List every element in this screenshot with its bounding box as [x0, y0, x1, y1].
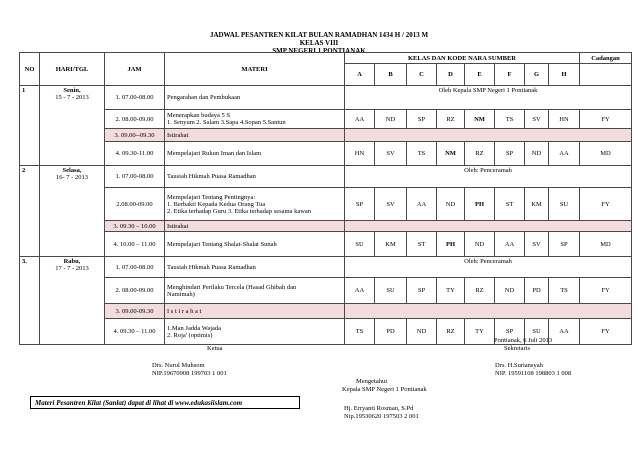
day-number: 3. — [20, 257, 40, 345]
speaker-code: RZ — [437, 319, 465, 345]
session-materi — [165, 110, 345, 129]
speaker-code: TS — [345, 319, 375, 345]
speaker-code: PD — [525, 278, 549, 304]
document-title: JADWAL PESANTREN KILAT BULAN RAMADHAN 1434 H / 2013 M — [209, 31, 429, 39]
place-date: Pontianak, 6 Juli 2013 — [494, 337, 553, 344]
day-date: 15 - 7 - 2013 — [55, 94, 89, 101]
speaker-code: TY — [465, 319, 495, 345]
speaker-code: NM — [437, 142, 465, 166]
sekretaris-name: Drs. H.Suriansyah — [495, 362, 543, 369]
cadangan-code: FY — [580, 278, 632, 304]
materi-line: Mempelajari Rukun Iman dan Islam — [167, 150, 262, 157]
sekretaris-label: Sekretaris — [504, 345, 530, 352]
speaker-code: SP — [549, 232, 580, 257]
materi-line: Istirahat — [167, 222, 189, 230]
speaker-code: RZ — [437, 110, 465, 129]
header-jam: JAM — [105, 53, 165, 86]
speaker-code: ST — [495, 188, 525, 221]
session-time: 1. 07.00-08.00 — [105, 86, 165, 110]
day-date-cell — [40, 257, 105, 345]
mengetahui-label: Mengetahui — [356, 378, 388, 385]
sekretaris-nip: NIP. 19591108 198803 1 008 — [495, 370, 572, 377]
header-kelas: KELAS DAN KODE NARA SUMBER — [345, 53, 580, 64]
materi-line: 2. Etika terhadap Guru 3. Etika terhadap sesama kawan — [167, 207, 312, 215]
speaker-code: PH — [437, 232, 465, 257]
header-col-h: H — [549, 64, 580, 86]
day-date: 17 - 7 - 2013 — [55, 265, 89, 272]
speaker-code: PD — [375, 319, 407, 345]
speaker-code: TY — [437, 278, 465, 304]
speaker-code: SV — [375, 142, 407, 166]
speaker-code: AA — [345, 278, 375, 304]
session-time: 2.08.00-09.00 — [105, 188, 165, 221]
speaker-code: AA — [495, 232, 525, 257]
break-fill — [345, 221, 632, 232]
kepsek-nip: Nip.19530620 197503 2 001 — [344, 413, 419, 420]
website-note[interactable]: Materi Pesantren Kilat (Sanlat) dapat di lihat di www.edukasiislam.com — [30, 396, 300, 409]
speaker-code: TS — [549, 278, 580, 304]
session-time: 3. 09.00--09.30 — [105, 129, 165, 142]
materi-line: Mempelajari Tentang Pentingnya: — [167, 193, 256, 201]
speaker-code: ND — [465, 232, 495, 257]
speaker-code: SP — [407, 278, 437, 304]
session-note: Oleh: Penceramah — [345, 166, 632, 188]
session-note: Oleh Kepala SMP Negeri 1 Pontianak — [345, 86, 632, 110]
cadangan-code: FY — [580, 110, 632, 129]
speaker-code: ND — [407, 319, 437, 345]
materi-line: I s t i r a h a t — [167, 307, 202, 315]
speaker-code: ND — [525, 142, 549, 166]
speaker-code: ST — [407, 232, 437, 257]
speaker-code: AA — [407, 188, 437, 221]
table-row — [20, 86, 632, 110]
speaker-code: AA — [345, 110, 375, 129]
session-materi — [165, 304, 345, 319]
table-row — [20, 278, 632, 304]
speaker-code: TS — [407, 142, 437, 166]
speaker-code: KM — [525, 188, 549, 221]
speaker-code: SP — [495, 142, 525, 166]
speaker-code: SU — [345, 232, 375, 257]
cadangan-code: FY — [580, 319, 632, 345]
session-time: 2. 08.00-09.00 — [105, 278, 165, 304]
break-fill — [345, 129, 632, 142]
header-col-c: C — [407, 64, 437, 86]
speaker-code: SV — [525, 110, 549, 129]
session-materi — [165, 86, 345, 110]
session-materi — [165, 166, 345, 188]
speaker-code: SP — [407, 110, 437, 129]
ketua-label: Ketua — [207, 345, 223, 352]
session-materi — [165, 319, 345, 345]
table-row — [20, 142, 632, 166]
kepsek-label: Kepala SMP Negeri 1 Pontianak — [342, 386, 427, 393]
header-col-a: A — [345, 64, 375, 86]
speaker-code: ND — [495, 278, 525, 304]
session-time: 1. 07.00-08.00 — [105, 257, 165, 278]
schedule-table — [19, 52, 632, 345]
speaker-code: HN — [345, 142, 375, 166]
materi-line: Istirahat — [167, 131, 189, 139]
session-materi — [165, 142, 345, 166]
speaker-code: RZ — [465, 142, 495, 166]
materi-line: 1.Man Jadda Wajada — [167, 324, 222, 332]
table-row — [20, 232, 632, 257]
materi-line: Pengarahan dan Pembukaan — [167, 94, 241, 101]
header-col-g: G — [525, 64, 549, 86]
session-materi — [165, 278, 345, 304]
day-date-cell — [40, 86, 105, 166]
session-note: Oleh: Penceramah — [345, 257, 632, 278]
class-title: KELAS VIII — [299, 39, 339, 47]
cadangan-code: MD — [580, 142, 632, 166]
day-date-cell — [40, 166, 105, 257]
materi-line: 1. Berbakti Kepada Kedua Orang Tua — [167, 200, 266, 208]
speaker-code: RZ — [465, 278, 495, 304]
header-col-f: F — [495, 64, 525, 86]
table-row — [20, 257, 632, 278]
materi-line: 1. Senyum 2. Salam 3.Sapa 4.Sopan 5.Santun — [167, 119, 286, 126]
header-no: NO — [20, 53, 40, 86]
speaker-code: HN — [549, 110, 580, 129]
speaker-code: SV — [375, 188, 407, 221]
materi-line: Menghindari Perilaku Tercela (Hasad Ghibah dan — [167, 283, 297, 291]
materi-line: Tausiah Hikmah Puasa Ramadhan — [167, 263, 256, 271]
speaker-code: KM — [375, 232, 407, 257]
header-col-e: E — [465, 64, 495, 86]
speaker-code: SV — [525, 232, 549, 257]
header-col-d: D — [437, 64, 465, 86]
materi-line: 2. Roja' (optimis) — [167, 331, 213, 339]
day-name: Rabu, — [63, 258, 81, 265]
day-name: Senin, — [63, 87, 81, 94]
header-col-b: B — [375, 64, 407, 86]
speaker-code: PH — [465, 188, 495, 221]
table-row — [20, 129, 632, 142]
session-materi — [165, 257, 345, 278]
day-date: 16- 7 - 2013 — [56, 174, 88, 181]
table-row — [20, 188, 632, 221]
day-number: 1 — [20, 86, 40, 166]
speaker-code: ND — [375, 110, 407, 129]
session-time: 3. 09.00-09.30 — [105, 304, 165, 319]
table-row — [20, 221, 632, 232]
header-hari: HARI/TGL — [40, 53, 105, 86]
speaker-code: SU — [525, 319, 549, 345]
speaker-code: AA — [549, 142, 580, 166]
session-time: 2. 08.00-09.00 — [105, 110, 165, 129]
session-time: 4. 10.00 – 11.00 — [105, 232, 165, 257]
session-materi — [165, 232, 345, 257]
session-time: 4. 09.30-11.00 — [105, 142, 165, 166]
table-row — [20, 110, 632, 129]
speaker-code: SP — [495, 319, 525, 345]
cadangan-code: MD — [580, 232, 632, 257]
session-materi — [165, 188, 345, 221]
speaker-code: AA — [549, 319, 580, 345]
table-row — [20, 166, 632, 188]
day-number: 2 — [20, 166, 40, 257]
materi-line: Menerapkan budaya 5 S — [167, 112, 230, 119]
materi-line: Namimah) — [167, 290, 195, 298]
speaker-code: ND — [437, 188, 465, 221]
speaker-code: SP — [345, 188, 375, 221]
speaker-code: TS — [495, 110, 525, 129]
header-materi: MATERI — [165, 53, 345, 86]
school-title: SMP NEGERI 1 PONTIANAK — [272, 47, 366, 55]
ketua-nip: NIP.19670908 199703 1 001 — [152, 370, 227, 377]
session-materi — [165, 129, 345, 142]
materi-line: Mempelajari Tentang Shalat-Shalat Sunah — [167, 240, 277, 248]
speaker-code: SU — [375, 278, 407, 304]
session-time: 4. 09.30 – 11.00 — [105, 319, 165, 345]
materi-line: Tausiah Hikmah Puasa Ramadhan — [167, 173, 256, 180]
cadangan-code: FY — [580, 188, 632, 221]
speaker-code: NM — [465, 110, 495, 129]
day-name: Selasa, — [62, 167, 82, 174]
session-materi — [165, 221, 345, 232]
break-fill — [345, 304, 632, 319]
speaker-code: SU — [549, 188, 580, 221]
table-row — [20, 304, 632, 319]
header-cadangan: Cadangan — [580, 53, 632, 64]
header-cadangan-blank — [580, 64, 632, 86]
kepsek-name: Hj. Erryanti Rosman, S.Pd — [344, 405, 414, 412]
session-time: 3. 09.30 – 10.00 — [105, 221, 165, 232]
session-time: 1. 07.00-08.00 — [105, 166, 165, 188]
ketua-name: Drs. Nurul Muhsom — [152, 362, 205, 369]
